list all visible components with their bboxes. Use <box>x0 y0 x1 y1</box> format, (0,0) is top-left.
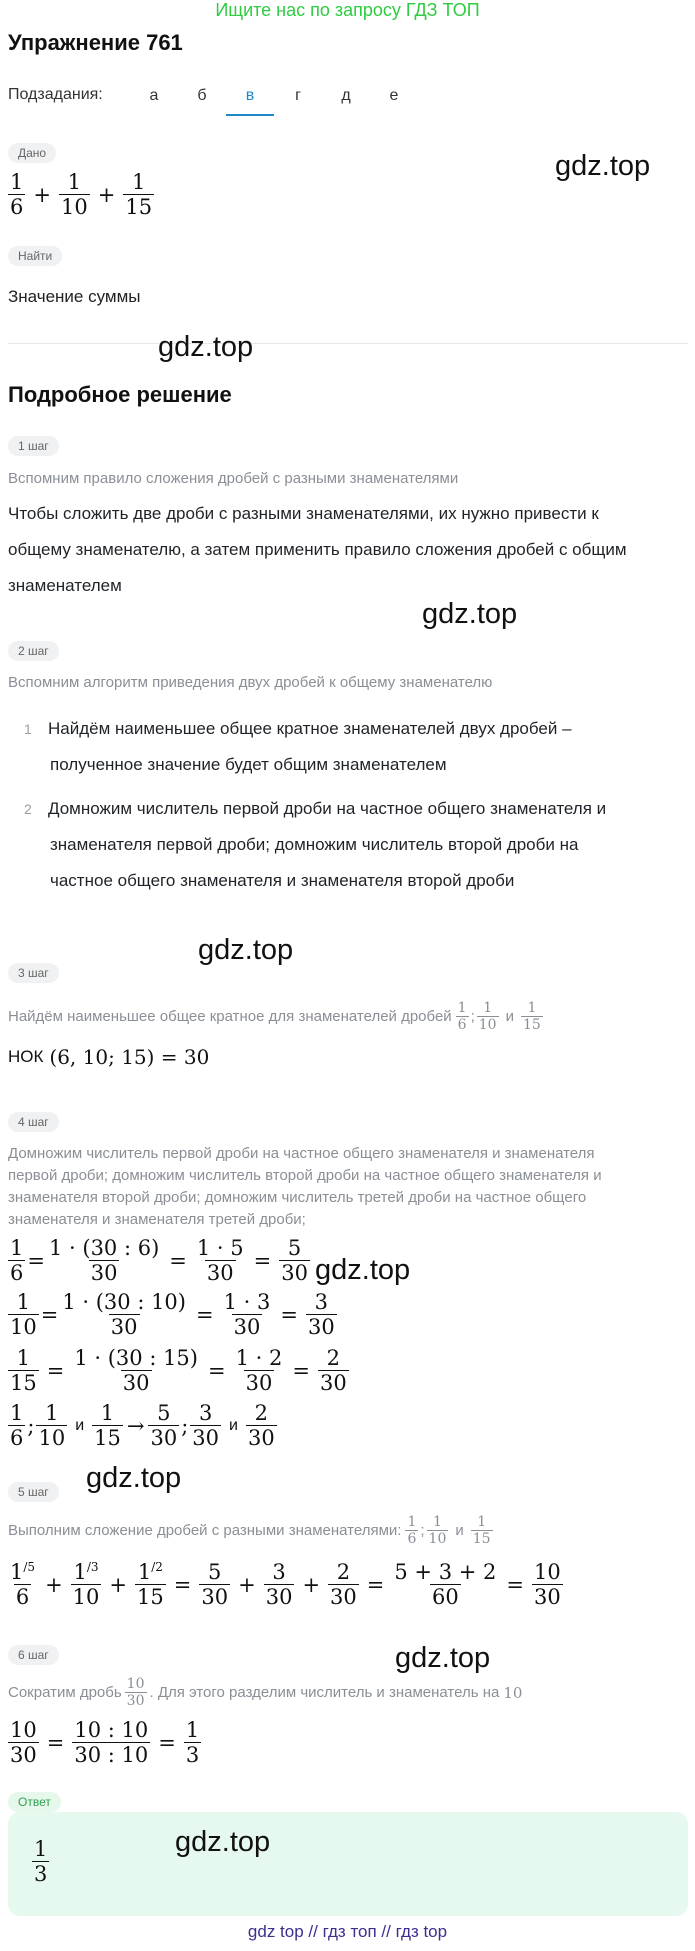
step4-row-1: $\frac{1}{6}$ = $\frac{1 \cdot (30 : 6)}{30}$ = $\frac{1 \cdot 5}{30}$ = $\frac{5}{30}$ <box>10 1236 308 1286</box>
tab-e[interactable]: е <box>389 87 399 104</box>
watermark: gdz.top <box>175 1826 271 1858</box>
given-expression: $\frac{1}{6}$ + $\frac{1}{10}$ + $\frac{1}{15}$ <box>10 170 153 220</box>
step4-summary: $\frac{1}{6}$ ; $\frac{1}{10}$ и $\frac{1}{15}$ → $\frac{5}{30}$ ; $\frac{3}{30}$ и $\frac{2}{30}$ <box>10 1401 275 1451</box>
step2-hint: Вспомним алгоритм приведения двух дробей к общему знаменателю <box>8 674 493 691</box>
step1-chip: 1 шаг <box>8 436 59 456</box>
step5-chip: 5 шаг <box>8 1482 59 1502</box>
step2-list-item: 1 Найдём наименьшее общее кратное знаменателей двух дробей – полученное значение будет общим знаменателем <box>24 719 572 774</box>
footer-links[interactable]: gdz top // гдз топ // гдз top <box>247 1922 448 1941</box>
answer-value: $\frac{1}{3}$ <box>34 1837 48 1887</box>
tab-b[interactable]: б <box>197 87 207 104</box>
step5-sum: $\frac{1^{/5}}{6}$ + $\frac{1^{/3}}{10}$ + $\frac{1^{/2}}{15}$ = $\frac{5}{30}$ + $\frac{3}{30}$ + $\frac{2}{30}$ = $\frac{5 + 3 + 2}{60}$ = $\frac{10}{30}$ <box>10 1560 561 1610</box>
step2-list-item: 2 Домножим числитель первой дроби на частное общего знаменателя и знаменателя первой дроби; домножим числитель второй дроби на частное общего знаменателя и знаменателя второй дроби <box>24 799 607 890</box>
watermark: gdz.top <box>158 331 254 363</box>
page-title: Упражнение 761 <box>8 30 183 55</box>
tab-g[interactable]: г <box>295 87 301 104</box>
step4-row-3: $\frac{1}{15}$ = $\frac{1 \cdot (30 : 15)}{30}$ = $\frac{1 \cdot 2}{30}$ = $\frac{2}{30}$ <box>10 1346 347 1396</box>
watermark: gdz.top <box>198 934 294 966</box>
step6-chip: 6 шаг <box>8 1645 59 1665</box>
watermark: gdz.top <box>315 1254 411 1286</box>
step3-chip: 3 шаг <box>8 963 59 983</box>
subtasks-label: Подзадания: <box>8 86 103 103</box>
tab-d[interactable]: д <box>341 87 351 104</box>
step5-hint: Выполним сложение дробей с разными знаменателями: $\frac{1}{6}$ ; $\frac{1}{10}$ и $\frac{1}{15}$ <box>8 1514 491 1548</box>
find-text: Значение суммы <box>8 287 141 306</box>
search-banner: Ищите нас по запросу ГДЗ ТОП <box>215 0 480 20</box>
watermark: gdz.top <box>555 150 651 182</box>
tab-v[interactable]: в <box>226 78 274 116</box>
given-chip: Дано <box>8 143 56 163</box>
answer-chip: Ответ <box>8 1792 61 1812</box>
divider <box>8 343 688 344</box>
step1-hint: Вспомним правило сложения дробей с разными знаменателями <box>8 470 459 487</box>
step4-row-2: $\frac{1}{10}$ = $\frac{1 \cdot (30 : 10)}{30}$ = $\frac{1 \cdot 3}{30}$ = $\frac{3}{30}$ <box>10 1290 335 1340</box>
step6-hint: Сократим дробь $\frac{10}{30}$ . Для этого разделим числитель и знаменатель на 10 <box>8 1676 523 1710</box>
step4-chip: 4 шаг <box>8 1112 59 1132</box>
watermark: gdz.top <box>86 1462 182 1494</box>
step6-calc: $\frac{10}{30}$ = $\frac{10 : 10}{30 : 10}$ = $\frac{1}{3}$ <box>10 1718 200 1768</box>
subtasks-tabs <box>130 78 418 116</box>
watermark: gdz.top <box>422 598 518 630</box>
nok-line: НОК (6, 10; 15) = 30 <box>8 1045 210 1069</box>
step3-hint: Найдём наименьшее общее кратное для знаменателей дробей $\frac{1}{6}$ ; $\frac{1}{10}$ и $\frac{1}{15}$ <box>8 1000 541 1034</box>
step1-text: Чтобы сложить две дроби с разными знаменателями, их нужно привести к общему знаменателю, а затем применить правило сложения дробей с общим знаменателем <box>8 504 627 595</box>
tab-a[interactable]: а <box>149 87 159 104</box>
find-chip: Найти <box>8 246 62 266</box>
solution-title: Подробное решение <box>8 382 232 407</box>
step2-chip: 2 шаг <box>8 641 59 661</box>
watermark: gdz.top <box>395 1642 491 1674</box>
step4-hint: Домножим числитель первой дроби на частное общего знаменателя и знаменателя первой дроби; домножим числитель второй дроби на частное общего знаменателя и знаменателя второй дроби; домножим числитель третей дроби на частное общего знаменателя и знаменателя третей дроби; <box>8 1145 602 1228</box>
answer-box <box>8 1812 688 1916</box>
